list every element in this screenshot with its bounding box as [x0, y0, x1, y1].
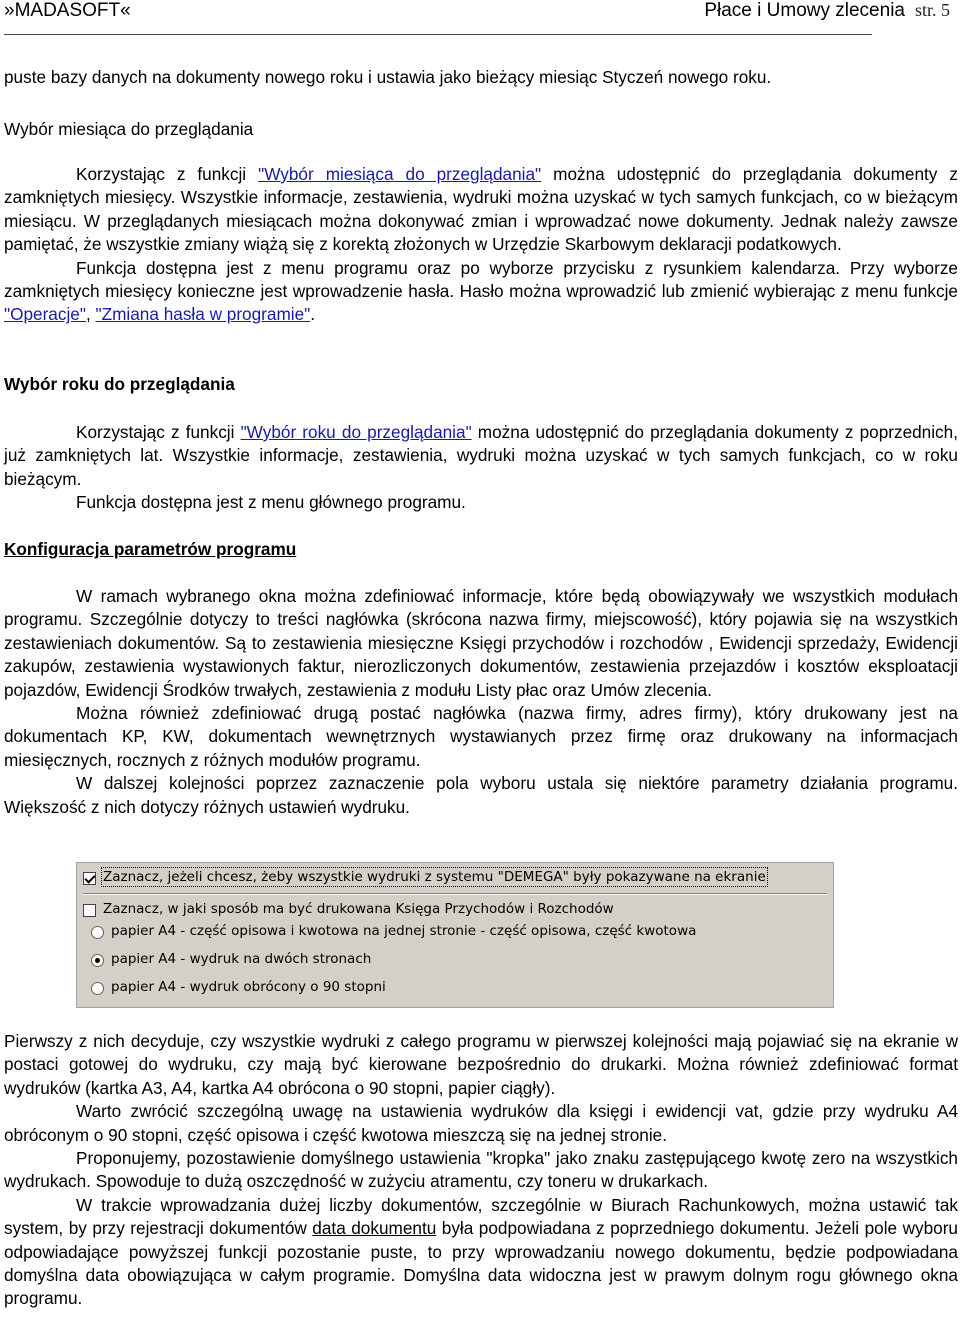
- section-month-paragraph-1: Korzystając z funkcji "Wybór miesiąca do przeglądania" można udostępnić do przeglądania dokumenty z zamkniętych miesięcy. Wszystkie informacje, zestawienia, wydruki można uzyskać w tych samych funkcjach, co w bieżącym miesiącu. W przeglądanych miesiącach można dokonywać zmian i wprowadzać nowe dokumenty. Jednak należy zawsze pamiętać, że wszystkie zmiany wiążą się z korektą złożonych w Urzędzie Skarbowym deklaracji podatkowych.: [4, 164, 958, 255]
- section-month: [4, 118, 958, 327]
- section-year: [4, 373, 958, 515]
- section-year-paragraph-1: Korzystając z funkcji "Wybór roku do przeglądania" można udostępnić do przeglądania dokumenty z poprzednich, już zamkniętych lat. Wszystkie informacje, zestawienia, wydruki można uzyskać w tych samych funkcjach, co w roku bieżącym.: [4, 422, 958, 489]
- brand-name: »MADASOFT«: [4, 0, 131, 21]
- radio-a4-single-page[interactable]: [91, 926, 104, 939]
- link-year-selection[interactable]: "Wybór roku do przeglądania": [240, 422, 472, 442]
- radio-a4-two-pages-label: papier A4 - wydruk na dwóch stronach: [111, 951, 372, 967]
- section-config-heading: Konfiguracja parametrów programu: [4, 539, 297, 559]
- show-on-screen-label: Zaznacz, jeżeli chcesz, żeby wszystkie wydruki z systemu "DEMEGA" były pokazywane na ekranie: [103, 869, 766, 885]
- radio-a4-rotated-label: papier A4 - wydruk obrócony o 90 stopni: [111, 979, 386, 995]
- section-month-heading: Wybór miesiąca do przeglądania: [4, 119, 254, 139]
- print-settings-panel: [76, 862, 834, 1008]
- radio-a4-single-page-label: papier A4 - część opisowa i kwotowa na jednej stronie - część opisowa, część kwotowa: [111, 923, 697, 939]
- radio-a4-two-pages[interactable]: [91, 954, 104, 967]
- notes-paragraph-1: Pierwszy z nich decyduje, czy wszystkie wydruki z całego programu w pierwszej kolejności mają pojawiać się na ekranie w postaci gotowej do wydruku, czy mają być kierowane bezpośrednio do drukarki. Można również zdefiniować format wydruków (kartka A3, A4, kartka A4 obrócona o 90 stopni, papier ciągły).: [4, 1031, 958, 1098]
- intro-paragraph: puste bazy danych na dokumenty nowego roku i ustawia jako bieżący miesiąc Styczeń nowego roku.: [4, 67, 772, 87]
- notes-paragraph-2: Warto zwrócić szczególną uwagę na ustawienia wydruków dla księgi i ewidencji vat, gdzie przy wydruku A4 obróconym o 90 stopni, część opisowa i część kwotowa mieszczą się na jednej stronie.: [4, 1101, 958, 1145]
- notes-paragraph-4: W trakcie wprowadzania dużej liczby dokumentów, szczególnie w Biurach Rachunkowych, można ustawić tak system, by przy rejestracji dokumentów data dokumentu była podpowiadana z poprzedniego dokumentu. Jeżeli pole wyboru odpowiadające powyższej funkcji pozostanie puste, to przy wprowadzaniu nowego dokumentu, będzie podpowiadana domyślna data obowiązująca w całym programie. Domyślna data widoczna jest w prawym dolnym rogu głównego okna programu.: [4, 1194, 958, 1309]
- header-rule: [4, 34, 872, 35]
- panel-divider: [83, 893, 827, 895]
- section-month-paragraph-2: Funkcja dostępna jest z menu programu oraz po wyborze przycisku z rysunkiem kalendarza. Przy wyborze zamkniętych miesięcy konieczne jest wprowadzenie hasła. Hasło można wprowadzić lub zmienić wybierając z menu funkcje "Operacje", "Zmiana hasła w programie".: [4, 257, 958, 325]
- ledger-print-mode-checkbox[interactable]: [83, 904, 96, 917]
- section-year-paragraph-2: Funkcja dostępna jest z menu głównego programu.: [76, 492, 466, 513]
- ledger-print-mode-label: Zaznacz, w jaki sposób ma być drukowana Księga Przychodów i Rozchodów: [103, 901, 614, 917]
- radio-a4-rotated[interactable]: [91, 982, 104, 995]
- section-config-paragraph-1: W ramach wybranego okna można zdefiniować informacje, które będą obowiązywały we wszystkich modułach programu. Szczególnie dotyczy to treści nagłówka (skrócona nazwa firmy, miejscowość), który pojawia się na wszystkich zestawieniach dokumentów. Są to zestawienia miesięczne Księgi przychodów i rozchodów , Ewidencji sprzedaży, Ewidencji zakupów, zestawienia wystawionych faktur, nierozliczonych dokumentów, zestawienia przejazdów i kosztów eksploatacji pojazdów, Ewidencji Środków trwałych, zestawienia z modułu Listy płac oraz Umów zlecenia.: [4, 586, 958, 700]
- section-year-heading: Wybór roku do przeglądania: [4, 374, 235, 394]
- intro-block: [4, 66, 958, 89]
- document-title: Płace i Umowy zlecenia: [704, 0, 905, 21]
- notes-paragraph-3: Proponujemy, pozostawienie domyślnego ustawienia "kropka" jako znaku zastępującego kwotę zero na wszystkich wydrukach. Spowoduje to dużą oszczędność w zużyciu atramentu, czy toneru w drukarkach.: [4, 1148, 958, 1192]
- section-print-notes: [4, 1030, 958, 1311]
- section-config-paragraph-3: W dalszej kolejności poprzez zaznaczenie pola wyboru ustala się niektóre parametry działania programu. Większość z nich dotyczy różnych ustawień wydruku.: [4, 773, 958, 817]
- page-number: str. 5: [914, 0, 950, 20]
- link-password-change[interactable]: "Zmiana hasła w programie": [95, 304, 311, 325]
- page-header: [4, 0, 958, 24]
- document-date-term: data dokumentu: [312, 1218, 437, 1239]
- section-config: [4, 538, 958, 819]
- section-config-paragraph-2: Można również zdefiniować drugą postać nagłówka (nazwa firmy, adres firmy), który drukowany jest na dokumentach KP, KW, dokumentach wewnętrznych wystawianych przez firmę oraz drukowany na informacjach miesięcznych, rocznych z różnych modułów programu.: [4, 703, 958, 770]
- link-operacje[interactable]: "Operacje": [4, 304, 86, 325]
- link-month-selection[interactable]: "Wybór miesiąca do przeglądania": [258, 164, 542, 184]
- document-page: [4, 0, 958, 1309]
- show-on-screen-checkbox[interactable]: [83, 872, 96, 885]
